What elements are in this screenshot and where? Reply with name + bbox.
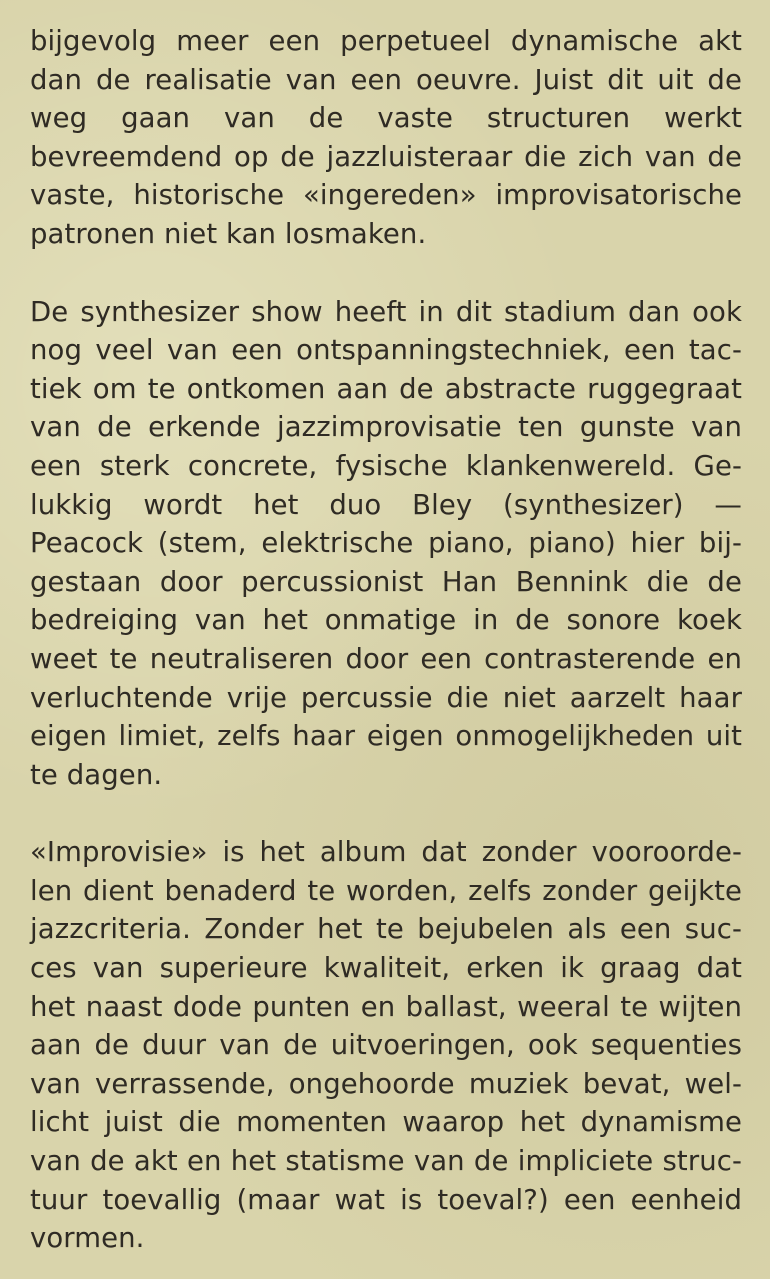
text-line: van de erkende jazzimprovisatie ten gunste van xyxy=(30,411,742,444)
text-line: De synthesizer show heeft in dit stadium dan ook xyxy=(30,295,742,328)
text-line: jazzcriteria. Zonder het te bejubelen als een suc- xyxy=(30,913,742,946)
text-line: weet te neutraliseren door een contrasterende en xyxy=(30,642,742,675)
text-line: len dient benaderd te worden, zelfs zonder geijkte xyxy=(30,874,742,907)
text-line: licht juist die momenten waarop het dynamisme xyxy=(30,1106,742,1139)
text-line: tuur toevallig (maar wat is toeval?) een eenheid xyxy=(30,1183,742,1216)
text-line: «Improvisie» is het album dat zonder vooroorde- xyxy=(30,836,742,869)
text-line: aan de duur van de uitvoeringen, ook sequenties xyxy=(30,1029,742,1062)
text-line: vaste, historische «ingereden» improvisatorische xyxy=(30,179,742,212)
paragraph-3 xyxy=(30,833,742,1258)
text-line: te dagen. xyxy=(30,758,163,791)
paragraph-spacer xyxy=(30,254,742,293)
text-line: lukkig wordt het duo Bley (synthesizer) — xyxy=(30,488,742,521)
paragraph-1 xyxy=(30,22,742,254)
text-line: verluchtende vrije percussie die niet aarzelt haar xyxy=(30,681,742,714)
paragraph-spacer xyxy=(30,794,742,833)
text-line: nog veel van een ontspanningstechniek, een tac- xyxy=(30,334,742,367)
text-line: patronen niet kan losmaken. xyxy=(30,217,427,250)
text-line: eigen limiet, zelfs haar eigen onmogelijkheden uit xyxy=(30,720,742,753)
text-line: Peacock (stem, elektrische piano, piano) hier bij- xyxy=(30,527,742,560)
text-line: bevreemdend op de jazzluisteraar die zich van de xyxy=(30,140,742,173)
paragraph-2 xyxy=(30,293,742,795)
text-line: vormen. xyxy=(30,1222,145,1255)
text-line: van verrassende, ongehoorde muziek bevat, wel- xyxy=(30,1067,742,1100)
text-line: weg gaan van de vaste structuren werkt xyxy=(30,102,742,135)
text-line: ces van superieure kwaliteit, erken ik graag dat xyxy=(30,952,742,985)
text-line: gestaan door percussionist Han Bennink die de xyxy=(30,565,742,598)
text-line: dan de realisatie van een oeuvre. Juist dit uit de xyxy=(30,63,742,96)
text-line: tiek om te ontkomen aan de abstracte ruggegraat xyxy=(30,372,742,405)
text-line: het naast dode punten en ballast, weeral te wijten xyxy=(30,990,742,1023)
text-line: een sterk concrete, fysische klankenwereld. Ge- xyxy=(30,449,742,482)
article-text xyxy=(30,22,742,1258)
text-line: bedreiging van het onmatige in de sonore koek xyxy=(30,604,742,637)
text-line: bijgevolg meer een perpetueel dynamische akt xyxy=(30,25,742,57)
text-line: van de akt en het statisme van de impliciete struc- xyxy=(30,1145,742,1178)
